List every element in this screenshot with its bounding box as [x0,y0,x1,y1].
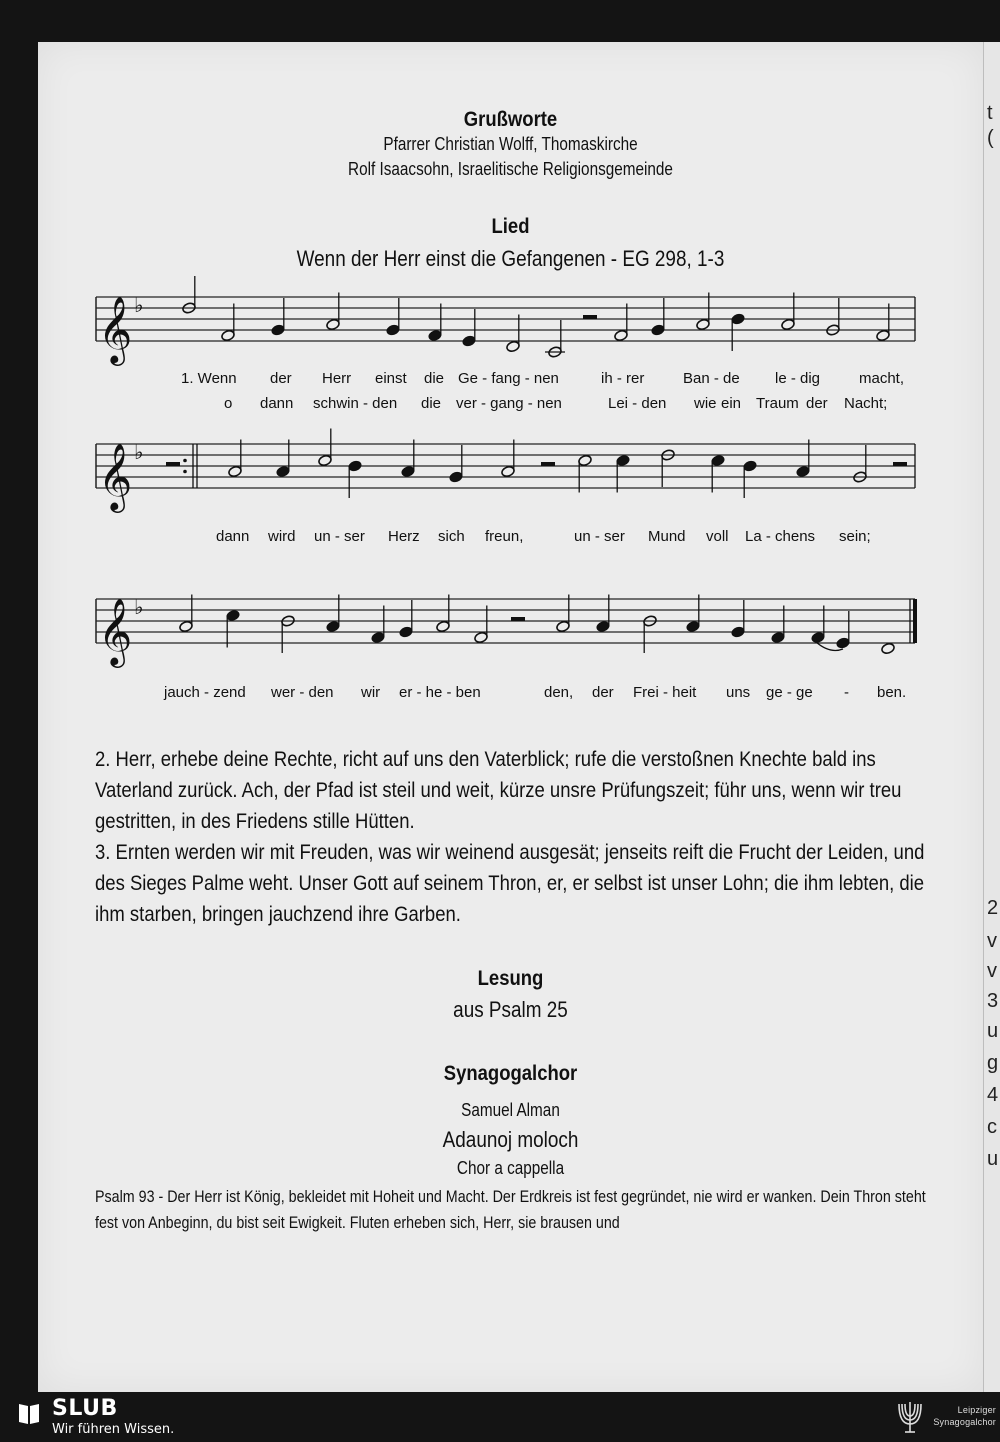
half-rest-icon [166,462,180,466]
lyric-row-3-syllable: jauch - zend [164,684,246,701]
next-page-fragment: 2 [987,897,999,919]
note-head [596,620,611,633]
note-head [731,313,746,326]
note-head [221,329,236,342]
lyric-row-1-syllable: einst [375,370,407,387]
note-head [179,620,194,633]
lyric-row-3-syllable: den, [544,684,574,701]
note-head [651,324,666,337]
lyric-row-3-syllable: ben. [877,684,907,701]
note-head [696,318,711,331]
note-head [881,642,896,655]
lyric-row-3-syllable: wer - den [271,684,334,701]
note-head [462,335,477,348]
note-head [731,626,746,639]
lyric-row-1b-syllable: schwin - den [313,395,398,412]
note-head [686,620,701,633]
lyric-row-2-syllable: Herz [388,528,420,545]
program-page [38,42,983,1392]
note-head [616,454,631,467]
note-head [796,465,811,478]
lyric-row-1b-syllable: dann [260,395,294,412]
choir-name-line-2: Synagogalchor [933,1417,996,1427]
flat-icon: ♭ [134,293,144,317]
note-head [711,454,726,467]
lyric-row-3-syllable: Frei - heit [633,684,697,701]
grussworte-speaker-2: Rolf Isaacsohn, Israelitische Religionsgemeinde [348,159,673,179]
grussworte-title: Grußworte [463,108,558,131]
next-page-fragment: v [987,930,997,952]
note-head [876,329,891,342]
note-head [348,460,363,473]
next-page-fragment: 4 [987,1084,999,1106]
lyric-row-1b-syllable: ein [721,395,742,412]
note-head [399,626,414,639]
note-head [436,620,451,633]
note-head [743,460,758,473]
next-page-fragment: 3 [987,990,999,1012]
final-thick-barline [913,599,917,643]
lyric-row-1b-syllable: Traum [756,395,799,412]
slub-tagline: Wir führen Wissen. [52,1422,175,1437]
lyric-row-1b-syllable: Nacht; [844,395,888,412]
lyric-row-1b-syllable: o [224,395,233,412]
lyric-row-2-syllable: un - ser [314,528,365,545]
note-head [228,465,243,478]
verse-2: 2. Herr, erhebe deine Rechte, richt auf uns den Vaterblick; rufe die verstoßnen Knechte bald ins Vaterland zurück. Ach, der Pfad ist steil und weit, kürze unsre Prüfungszeit; führ uns, wenn wir treu gestritten, in des Friedens stille Hütten. [95,747,902,833]
lyric-row-1b-syllable: der [806,395,828,412]
lyric-row-1-syllable: Herr [322,370,352,387]
lyric-row-1-syllable: le - dig [775,370,821,387]
note-head [556,620,571,633]
lyric-row-1b-syllable: wie [694,395,717,412]
lyric-row-2-syllable: wird [268,528,296,545]
footer-bar [0,1392,1000,1442]
menorah-logo-icon [896,1396,924,1436]
lied-title: Lied [491,215,530,238]
lyric-row-2-syllable: sich [438,528,465,545]
note-head [276,465,291,478]
note-head [449,471,464,484]
lyric-row-2-syllable: sein; [839,528,871,545]
slub-logo-icon [16,1400,42,1426]
flat-icon: ♭ [134,595,144,619]
note-head [836,637,851,650]
next-page-fragment: u [987,1148,999,1170]
note-head [326,318,341,331]
note-head [226,609,241,622]
note-head [326,620,341,633]
chor-composer: Samuel Alman [461,1100,560,1120]
note-head [781,318,796,331]
note-head [371,631,386,644]
half-rest-icon [511,617,525,621]
next-page-edge [983,42,1000,1392]
repeat-dot [183,470,187,474]
lyric-row-1-syllable: macht, [859,370,905,387]
lyric-row-2-syllable: La - chens [745,528,816,545]
lied-subtitle: Wenn der Herr einst die Gefangenen - EG 298, 1-3 [296,246,725,271]
lyric-row-2-syllable: dann [216,528,250,545]
next-page-fragment: t [987,102,993,124]
flat-icon: ♭ [134,440,144,464]
note-head [501,465,516,478]
verse-3: 3. Ernten werden wir mit Freuden, was wir weinend ausgesät; jenseits reift die Frucht der Leiden, und des Sieges Palme weht. Unser Gott auf seinem Thron, er, er selbst ist unser Lohn; die ihm lebten, die ihm starben, bringen jauchzend ihre Garben. [95,840,925,926]
lyric-row-1-syllable: die [424,370,445,387]
chor-title: Synagogalchor [443,1062,578,1085]
lyric-row-1-syllable: 1. Wenn [181,370,237,387]
lesung-title: Lesung [477,967,544,990]
treble-clef-icon: 𝄞 [98,295,133,363]
lyric-row-1-syllable: Ge - fang - nen [458,370,559,387]
lyric-row-2-syllable: Mund [648,528,686,545]
lyric-row-3-syllable: - [844,684,849,701]
chor-piece: Adaunoj moloch [442,1127,579,1152]
next-page-fragment: u [987,1020,999,1042]
next-page-fragment: g [987,1052,999,1074]
note-head [401,465,416,478]
psalm-93-text: Psalm 93 - Der Herr ist König, bekleidet mit Hoheit und Macht. Der Erdkreis ist fest gegründet, nie wird er wanken. Dein Thron steht fest von Anbeginn, du bist seit Ewigkeit. Fluten erheben sich, Herr, sie brausen und [95,1187,926,1232]
hymn-verses [95,744,929,930]
next-page-fragment: ( [987,127,994,149]
lyric-row-1b-syllable: ver - gang - nen [456,395,562,412]
lyric-row-2-syllable: freun, [485,528,524,545]
lyric-row-1b-syllable: die [421,395,442,412]
note-head [474,631,489,644]
choir-name-line-1: Leipziger [957,1405,996,1415]
treble-clef-icon: 𝄞 [98,597,133,665]
note-head [318,454,333,467]
lyric-row-3-syllable: er - he - ben [399,684,481,701]
choir-name [924,1404,996,1428]
half-rest-icon [583,315,597,319]
note-head [614,329,629,342]
repeat-dot [183,459,187,463]
note-head [578,454,593,467]
next-page-fragment: v [987,960,997,982]
lyric-row-1b-syllable: Lei - den [608,395,667,412]
chor-note: Chor a cappella [456,1158,565,1178]
lyric-row-1-syllable: der [270,370,292,387]
lyric-row-1-syllable: ih - rer [601,370,645,387]
note-head [386,324,401,337]
slub-name: SLUB [52,1396,118,1421]
note-head [428,329,443,342]
lyric-row-3-syllable: wir [361,684,381,701]
next-page-fragment: c [987,1116,997,1138]
lyric-row-3-syllable: ge - ge [766,684,813,701]
half-rest-icon [541,462,555,466]
note-head [811,631,826,644]
lesung-subtitle: aus Psalm 25 [453,997,568,1022]
treble-clef-icon: 𝄞 [98,442,133,510]
lyric-row-2-syllable: voll [706,528,729,545]
note-head [506,340,521,353]
lyric-row-2-syllable: un - ser [574,528,625,545]
grussworte-speaker-1: Pfarrer Christian Wolff, Thomaskirche [383,134,638,154]
lyric-row-1-syllable: Ban - de [683,370,740,387]
half-rest-icon [893,462,907,466]
lyric-row-3-syllable: der [592,684,614,701]
note-head [771,631,786,644]
lyric-row-3-syllable: uns [726,684,751,701]
note-head [271,324,286,337]
